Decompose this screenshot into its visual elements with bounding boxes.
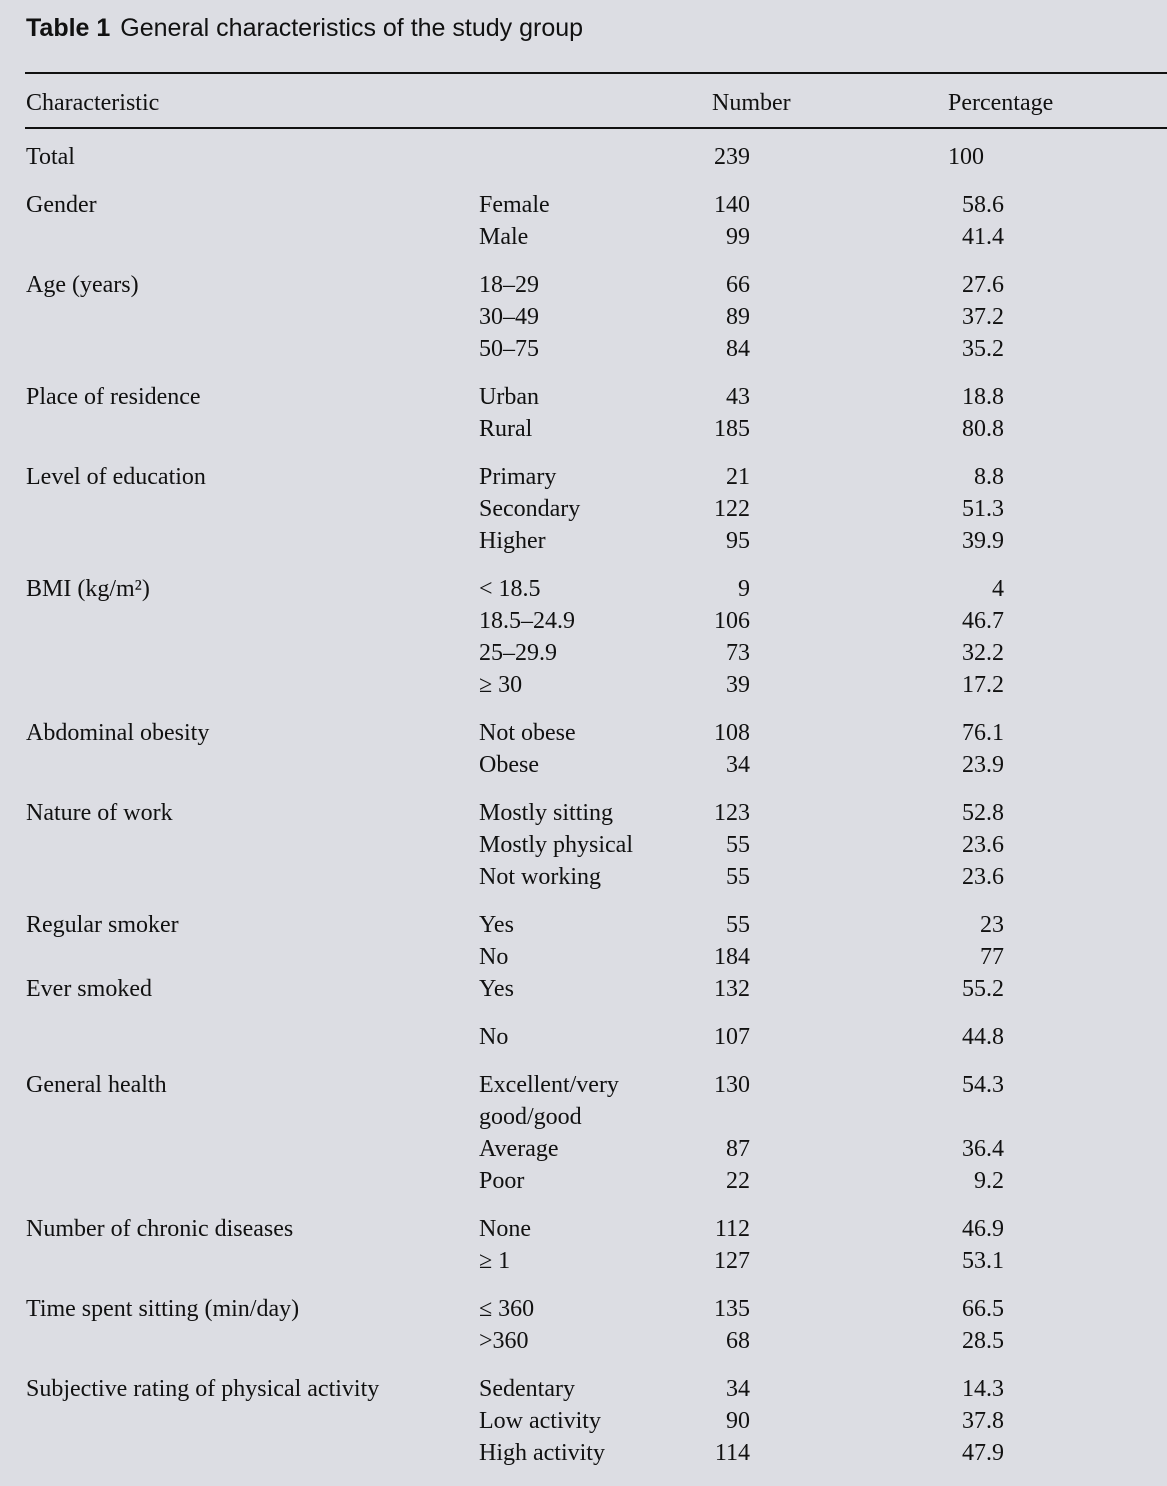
number-value: 95: [726, 528, 750, 554]
category-label: Mostly physical: [479, 832, 633, 858]
percentage-value: 35.2: [962, 336, 1004, 362]
category-label: None: [479, 1216, 531, 1242]
category-label: Excellent/very: [479, 1072, 619, 1098]
percentage-value: 76.1: [962, 720, 1004, 746]
category-label: Yes: [479, 912, 514, 938]
number-value: 122: [714, 496, 750, 522]
category-label: ≥ 30: [479, 672, 523, 698]
percentage-value: 66.5: [962, 1296, 1004, 1322]
number-value: 123: [714, 800, 750, 826]
percentage-value: 46.9: [962, 1216, 1004, 1242]
percentage-value: 23.6: [962, 832, 1004, 858]
percentage-value: 58.6: [962, 192, 1004, 218]
category-label: Secondary: [479, 496, 581, 522]
category-label: Not obese: [479, 720, 576, 746]
category-label: Low activity: [479, 1408, 601, 1434]
characteristic-label: Nature of work: [26, 800, 173, 826]
category-label: Obese: [479, 752, 539, 778]
number-value: 68: [726, 1328, 750, 1354]
number-value: 106: [714, 608, 750, 634]
number-value: 39: [726, 672, 750, 698]
header-characteristic: Characteristic: [26, 90, 160, 116]
number-value: 184: [714, 944, 750, 970]
category-label: Not working: [479, 864, 601, 890]
category-label: 18.5–24.9: [479, 608, 575, 634]
characteristic-label: Time spent sitting (min/day): [26, 1296, 300, 1322]
number-value: 34: [726, 752, 750, 778]
percentage-value: 53.1: [962, 1248, 1004, 1274]
percentage-value: 37.2: [962, 304, 1004, 330]
characteristic-label: Regular smoker: [26, 912, 179, 938]
number-value: 114: [714, 1440, 750, 1466]
category-label: Urban: [479, 384, 539, 410]
percentage-value: 54.3: [962, 1072, 1004, 1098]
percentage-value: 51.3: [962, 496, 1004, 522]
number-value: 140: [714, 192, 750, 218]
number-value: 55: [726, 912, 750, 938]
percentage-value: 23.9: [962, 752, 1004, 778]
number-value: 22: [726, 1168, 750, 1194]
number-value: 99: [726, 224, 750, 250]
percentage-value: 23.6: [962, 864, 1004, 890]
header-rule: [25, 127, 1167, 129]
percentage-value: 55.2: [962, 976, 1004, 1002]
table-title: [26, 14, 583, 43]
number-value: 130: [714, 1072, 750, 1098]
percentage-value: 77: [980, 944, 1004, 970]
percentage-value: 80.8: [962, 416, 1004, 442]
number-value: 89: [726, 304, 750, 330]
number-value: 87: [726, 1136, 750, 1162]
characteristic-label: Subjective rating of physical activity: [26, 1376, 380, 1402]
number-value: 90: [726, 1408, 750, 1434]
category-label: Poor: [479, 1168, 525, 1194]
number-value: 127: [714, 1248, 750, 1274]
number-value: 34: [726, 1376, 750, 1402]
number-value: 108: [714, 720, 750, 746]
percentage-value: 46.7: [962, 608, 1004, 634]
category-label: ≤ 360: [479, 1296, 535, 1322]
number-value: 55: [726, 864, 750, 890]
category-label: 30–49: [479, 304, 539, 330]
category-label: 25–29.9: [479, 640, 557, 666]
category-label: < 18.5: [479, 576, 541, 602]
percentage-value: 32.2: [962, 640, 1004, 666]
percentage-value: 8.8: [974, 464, 1004, 490]
percentage-value: 52.8: [962, 800, 1004, 826]
characteristic-label: Number of chronic diseases: [26, 1216, 294, 1242]
number-value: 43: [726, 384, 750, 410]
category-label: Average: [479, 1136, 559, 1162]
percentage-value: 17.2: [962, 672, 1004, 698]
characteristic-label: BMI (kg/m²): [26, 576, 150, 602]
percentage-value: 18.8: [962, 384, 1004, 410]
percentage-value: 47.9: [962, 1440, 1004, 1466]
total-percentage: 100: [948, 144, 984, 170]
category-label: Yes: [479, 976, 514, 1002]
category-label: Mostly sitting: [479, 800, 614, 826]
category-label: >360: [479, 1328, 529, 1354]
total-number: 239: [714, 144, 750, 170]
number-value: 84: [726, 336, 750, 362]
characteristic-label: Gender: [26, 192, 97, 218]
percentage-value: 23: [980, 912, 1004, 938]
category-label: 50–75: [479, 336, 539, 362]
percentage-value: 39.9: [962, 528, 1004, 554]
category-label: Primary: [479, 464, 557, 490]
percentage-value: 4: [992, 576, 1004, 602]
number-value: 112: [714, 1216, 750, 1242]
category-label: Male: [479, 224, 529, 250]
top-rule: [25, 72, 1167, 74]
percentage-value: 36.4: [962, 1136, 1004, 1162]
category-label: Sedentary: [479, 1376, 575, 1402]
percentage-value: 44.8: [962, 1024, 1004, 1050]
percentage-value: 27.6: [962, 272, 1004, 298]
percentage-value: 14.3: [962, 1376, 1004, 1402]
percentage-value: 28.5: [962, 1328, 1004, 1354]
number-value: 132: [714, 976, 750, 1002]
category-label: High activity: [479, 1440, 605, 1466]
characteristic-label: Place of residence: [26, 384, 201, 410]
number-value: 55: [726, 832, 750, 858]
percentage-value: 37.8: [962, 1408, 1004, 1434]
category-label: ≥ 1: [479, 1248, 511, 1274]
characteristic-label: Ever smoked: [26, 976, 152, 1002]
category-label: 18–29: [479, 272, 539, 298]
table-caption: General characteristics of the study group: [120, 14, 584, 42]
category-label: Female: [479, 192, 550, 218]
category-label: Rural: [479, 416, 533, 442]
number-value: 135: [714, 1296, 750, 1322]
characteristic-label: Age (years): [26, 272, 139, 298]
header-percentage: Percentage: [948, 90, 1054, 116]
number-value: 21: [726, 464, 750, 490]
category-label: No: [479, 944, 509, 970]
number-value: 66: [726, 272, 750, 298]
number-value: 185: [714, 416, 750, 442]
characteristic-label: General health: [26, 1072, 167, 1098]
category-label-continued: good/good: [479, 1104, 582, 1130]
percentage-value: 41.4: [962, 224, 1004, 250]
table-number: Table 1: [26, 14, 111, 42]
number-value: 107: [714, 1024, 750, 1050]
header-number: Number: [712, 90, 791, 116]
characteristic-label: Abdominal obesity: [26, 720, 210, 746]
category-label: Higher: [479, 528, 546, 554]
total-label: Total: [26, 144, 75, 170]
category-label: No: [479, 1024, 509, 1050]
characteristic-label: Level of education: [26, 464, 206, 490]
number-value: 9: [738, 576, 750, 602]
percentage-value: 9.2: [974, 1168, 1004, 1194]
number-value: 73: [726, 640, 750, 666]
